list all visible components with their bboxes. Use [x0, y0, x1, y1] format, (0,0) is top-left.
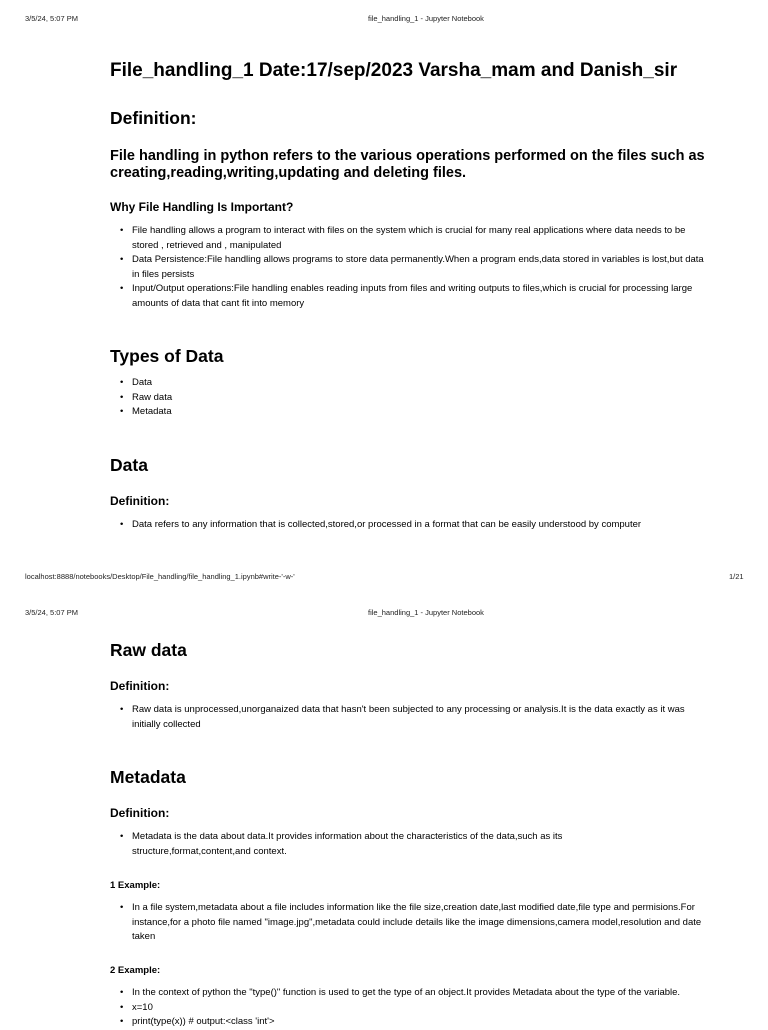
- raw-data-heading: Raw data: [110, 640, 187, 660]
- page-header-title: file_handling_1 - Jupyter Notebook: [368, 14, 484, 23]
- notebook-title: File_handling_1 Date:17/sep/2023 Varsha_mam and Danish_sir: [110, 60, 678, 81]
- types-heading: Types of Data: [110, 346, 224, 366]
- example-2-heading: 2 Example:: [110, 965, 161, 976]
- page-header-datetime: 3/5/24, 5:07 PM: [25, 608, 78, 617]
- metadata-heading: Metadata: [110, 767, 186, 787]
- list-item: • Data: [112, 376, 712, 391]
- types-list: [112, 376, 712, 420]
- raw-definition-heading: Definition:: [110, 679, 170, 693]
- definition-heading: Definition:: [110, 108, 197, 128]
- list-item: • print(type(x)) # output:<class 'int'>: [112, 1015, 732, 1030]
- page-header-datetime: 3/5/24, 5:07 PM: [25, 14, 78, 23]
- metadata-definition-heading: Definition:: [110, 806, 170, 820]
- example-2-list: [112, 986, 732, 1030]
- list-item: • In the context of python the "type()" function is used to get the type of an object.It provides Metadata about the type of the variable.: [112, 986, 732, 1001]
- list-item: • Raw data is unprocessed,unorganaized data that hasn't been subjected to any processing or analysis.It is the data exactly as it was initially collected: [112, 703, 712, 732]
- list-item: • Raw data: [112, 391, 712, 406]
- list-item: • Input/Output operations:File handling enables reading inputs from files and writing outputs to files,which is crucial for processing large amounts of data that cant fit into memory: [112, 282, 712, 311]
- list-item: • Metadata: [112, 405, 712, 420]
- page-footer-url: localhost:8888/notebooks/Desktop/File_handling/file_handling_1.ipynb#write-'-w-': [25, 572, 295, 581]
- metadata-definition-list: [112, 830, 617, 859]
- example-1-list: [112, 901, 707, 945]
- page-footer-number: 1/21: [729, 572, 744, 581]
- list-item: • Data Persistence:File handling allows programs to store data permanently.When a program ends,data stored in variables is lost,but data in files persists: [112, 253, 712, 282]
- page-header-title: file_handling_1 - Jupyter Notebook: [368, 608, 484, 617]
- list-item: • File handling allows a program to interact with files on the system which is crucial for many real applications where data needs to be stored , retrieved and , manipulated: [112, 224, 712, 253]
- data-definition-list: [112, 518, 722, 533]
- data-heading: Data: [110, 455, 148, 475]
- example-1-heading: 1 Example:: [110, 880, 161, 891]
- definition-text: File handling in python refers to the various operations performed on the files such as creating,reading,writing,updating and deleting files.: [110, 148, 705, 181]
- list-item: • Metadata is the data about data.It provides information about the characteristics of the data,such as its structure,format,content,and context.: [112, 830, 617, 859]
- list-item: • Data refers to any information that is collected,stored,or processed in a format that can be easily understood by computer: [112, 518, 722, 533]
- raw-definition-list: [112, 703, 712, 732]
- list-item: • x=10: [112, 1001, 732, 1016]
- list-item: • In a file system,metadata about a file includes information like the file size,creation date,last modified date,file type and permisions.For instance,for a photo file named "image.jpg",metadata could include details like the image dimensions,camera model,resolution and date taken: [112, 901, 707, 945]
- why-heading: Why File Handling Is Important?: [110, 200, 294, 214]
- why-list: [112, 224, 712, 311]
- data-definition-heading: Definition:: [110, 494, 170, 508]
